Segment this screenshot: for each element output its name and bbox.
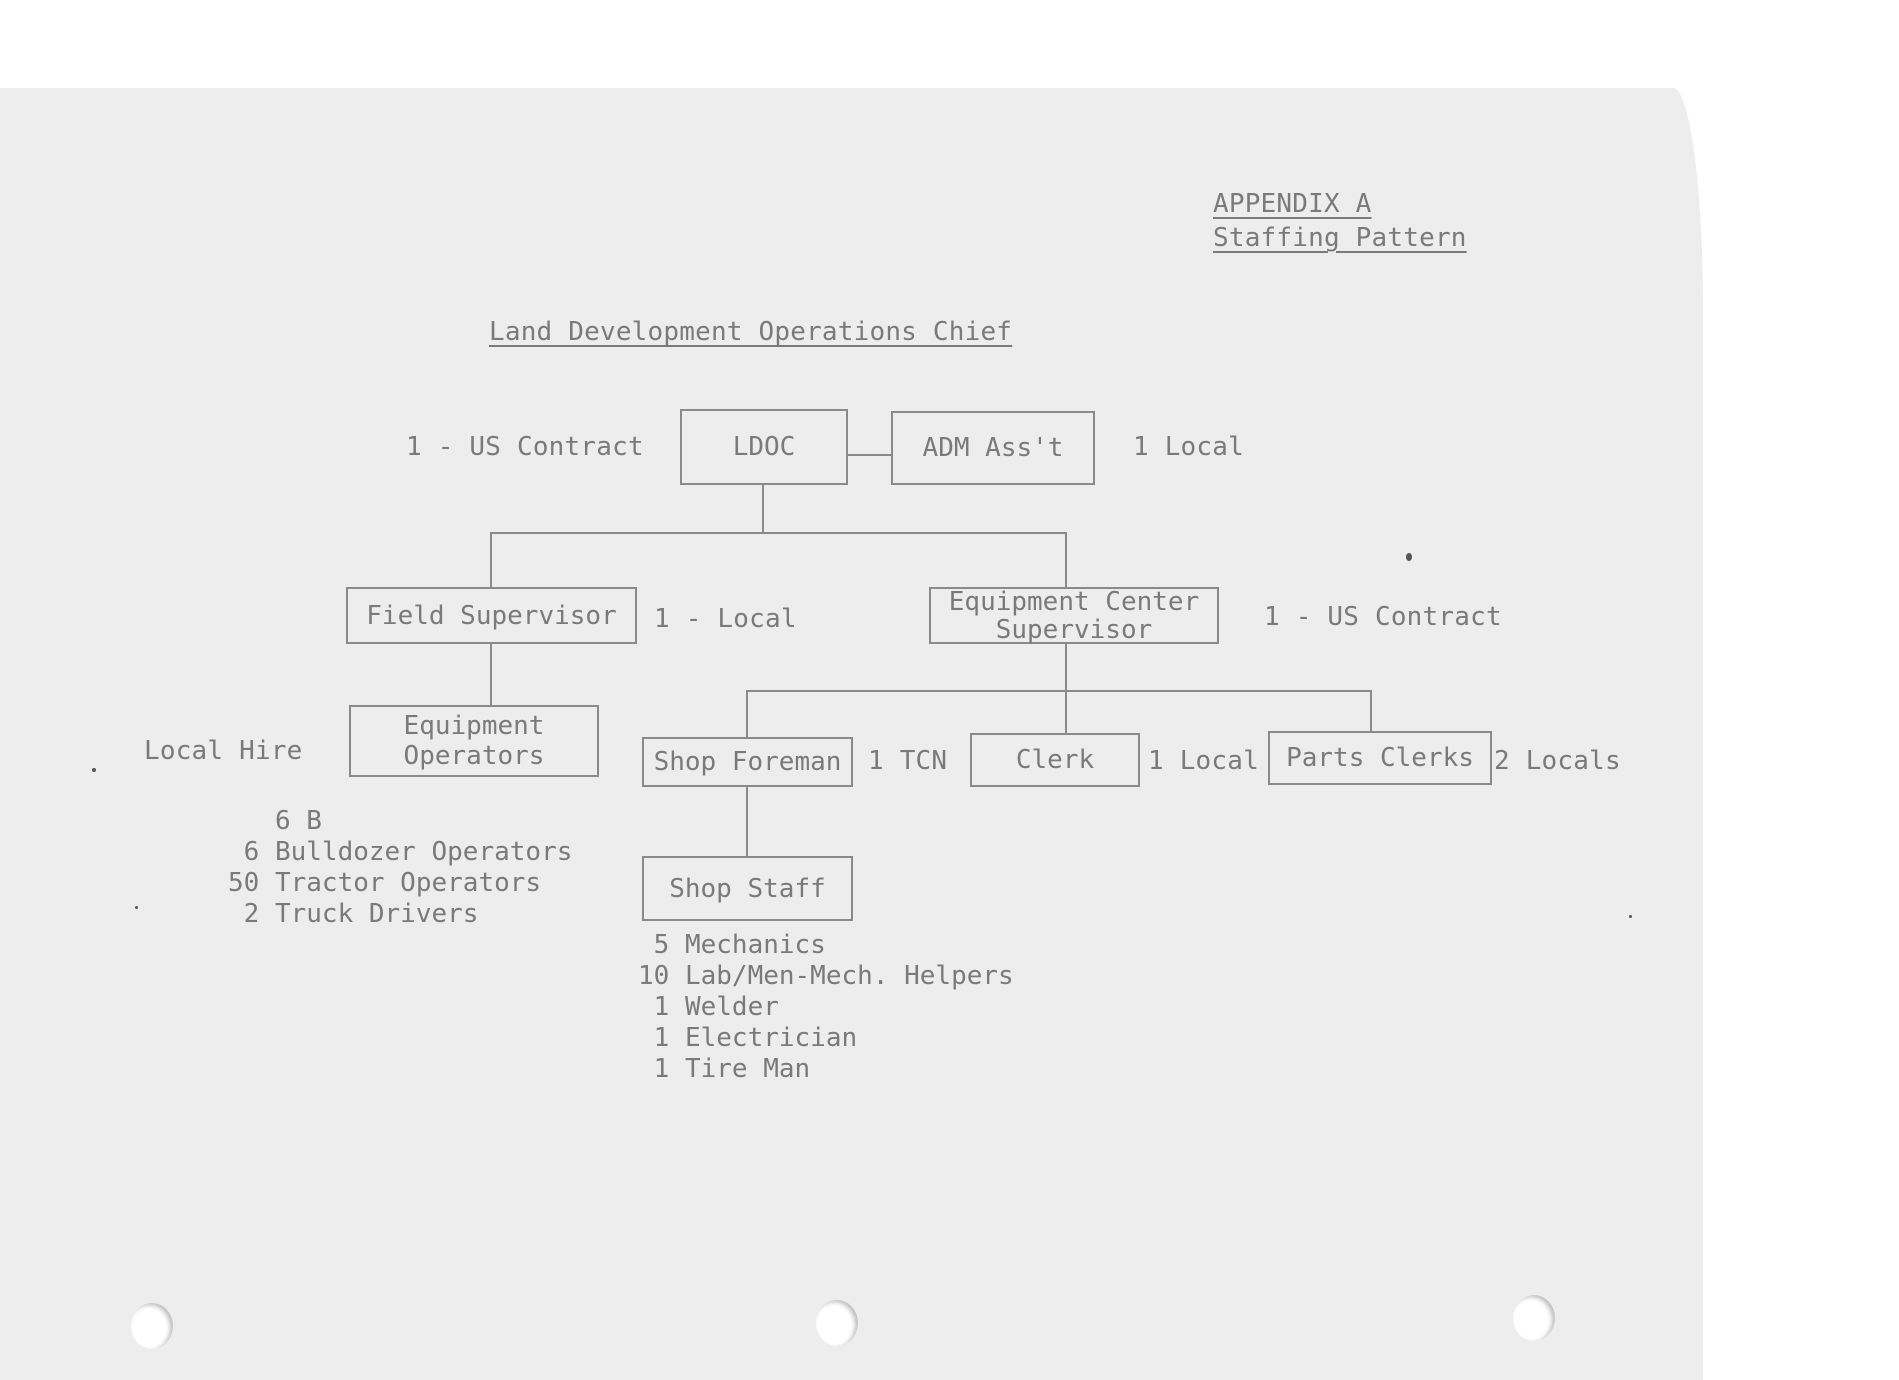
field-supervisor-staffing-label: 1 - Local xyxy=(654,604,797,634)
equipment-operators-staffing-label: Local Hire xyxy=(144,736,303,766)
list-item: 1 Welder xyxy=(638,992,779,1022)
list-item: 6 Bulldozer Operators xyxy=(228,837,573,867)
list-item: 1 Tire Man xyxy=(638,1054,811,1084)
equipment-center-staffing-label: 1 - US Contract xyxy=(1264,602,1502,632)
list-item: 10 Lab/Men-Mech. Helpers xyxy=(638,961,1014,991)
connector-ldoc-adm xyxy=(847,454,892,456)
appendix-label: APPENDIX A xyxy=(1213,189,1372,219)
connector-partsclerks-up xyxy=(1370,690,1372,733)
list-item: 1 Electrician xyxy=(638,1023,858,1053)
box-clerk: Clerk xyxy=(970,733,1140,787)
adm-staffing-label: 1 Local xyxy=(1133,432,1244,462)
connector-field-operators xyxy=(490,643,492,705)
shop-staff-list xyxy=(638,930,1014,1085)
connector-level2-bar xyxy=(746,690,1372,692)
connector-shopstaff xyxy=(746,786,748,856)
box-parts-clerks: Parts Clerks xyxy=(1268,731,1492,785)
box-shop-staff: Shop Staff xyxy=(642,856,853,921)
connector-level1-bar xyxy=(490,532,1067,534)
ink-speck xyxy=(92,768,96,772)
punch-hole-right xyxy=(1513,1295,1555,1341)
list-item: 5 Mechanics xyxy=(638,930,826,960)
box-equipment-operators: Equipment Operators xyxy=(349,705,599,777)
ldoc-staffing-label: 1 - US Contract xyxy=(406,432,644,462)
box-shop-foreman: Shop Foreman xyxy=(642,737,853,787)
clerk-staffing-label: 1 Local xyxy=(1148,746,1259,776)
box-adm-asst: ADM Ass't xyxy=(891,411,1095,485)
connector-ldoc-down xyxy=(762,484,764,534)
appendix-subtitle: Staffing Pattern xyxy=(1213,223,1467,253)
ink-speck xyxy=(135,906,138,909)
punch-hole-center xyxy=(816,1300,858,1346)
ink-speck xyxy=(1629,915,1632,918)
connector-clerk-up xyxy=(1065,690,1067,733)
box-field-supervisor: Field Supervisor xyxy=(346,587,637,644)
punch-hole-left xyxy=(131,1303,173,1349)
chart-title: Land Development Operations Chief xyxy=(489,317,1013,347)
list-item: 2 Truck Drivers xyxy=(228,899,479,929)
connector-equipcenter-up xyxy=(1065,532,1067,587)
ink-speck xyxy=(1406,553,1412,561)
connector-field-up xyxy=(490,532,492,587)
box-equipment-center-supervisor: Equipment Center Supervisor xyxy=(929,587,1219,644)
list-item: 50 Tractor Operators xyxy=(228,868,542,898)
shop-foreman-staffing-label: 1 TCN xyxy=(868,746,948,776)
list-item: 6 B xyxy=(228,806,322,836)
box-ldoc: LDOC xyxy=(680,409,848,485)
parts-clerks-staffing-label: 2 Locals xyxy=(1494,746,1621,776)
operators-list xyxy=(228,806,572,930)
connector-shopforeman-up xyxy=(746,690,748,737)
connector-equipcenter-down xyxy=(1065,643,1067,691)
